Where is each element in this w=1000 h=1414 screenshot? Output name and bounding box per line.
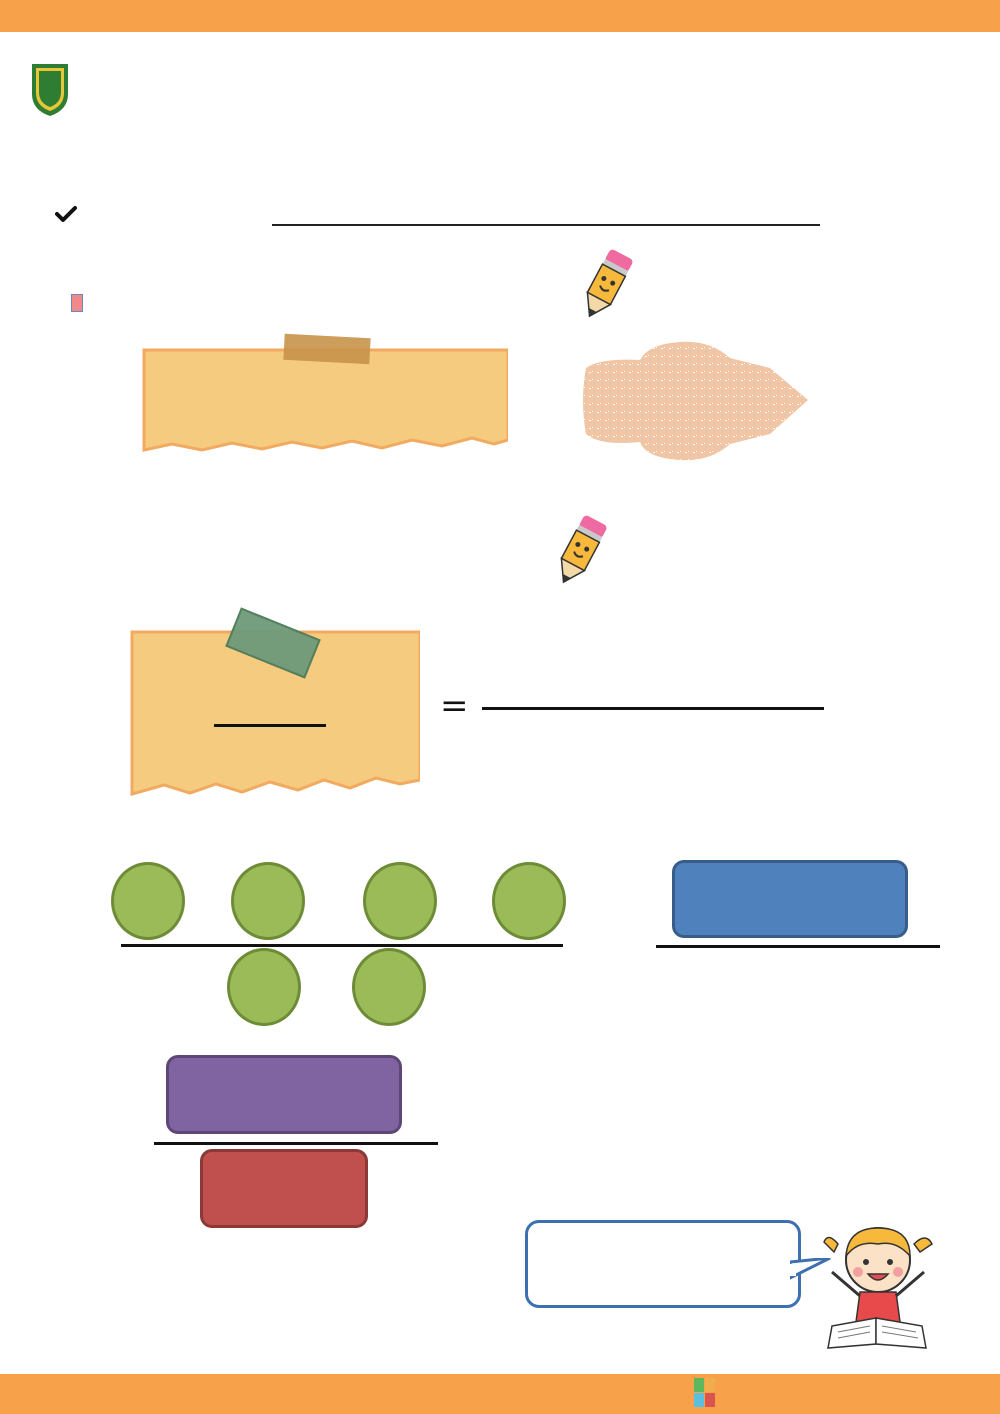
answer-box-purple[interactable] bbox=[166, 1055, 402, 1134]
pencil-icon bbox=[572, 244, 640, 322]
name-input[interactable] bbox=[272, 202, 820, 226]
speech-bubble bbox=[525, 1220, 801, 1308]
answer-circle-6[interactable] bbox=[352, 948, 426, 1026]
answer-drop-zone[interactable] bbox=[580, 338, 812, 466]
shield-icon bbox=[28, 58, 72, 118]
school-logo bbox=[28, 58, 158, 120]
fraction-bar bbox=[214, 724, 326, 727]
exercise-2-note bbox=[130, 630, 420, 796]
answer-circle-5[interactable] bbox=[227, 948, 301, 1026]
bottom-scalloped-border bbox=[0, 1352, 1000, 1414]
answer-circle-2[interactable] bbox=[231, 862, 305, 940]
girl-reading-icon bbox=[818, 1222, 938, 1350]
exercise-1-number-icon bbox=[62, 260, 90, 316]
step4-fraction-bar bbox=[154, 1142, 438, 1145]
step2-fraction-bar bbox=[121, 944, 563, 947]
answer-box-red[interactable] bbox=[200, 1149, 368, 1228]
pencil-icon bbox=[546, 510, 614, 588]
top-scalloped-border bbox=[0, 0, 1000, 60]
rhs-fraction-bar bbox=[482, 707, 824, 710]
answer-box-blue[interactable] bbox=[672, 860, 908, 938]
blank-multiplier-numerator[interactable] bbox=[672, 664, 820, 704]
brand-badge bbox=[694, 1378, 716, 1408]
checkmark-icon bbox=[55, 205, 77, 223]
blank-multiplier-denominator[interactable] bbox=[672, 716, 820, 756]
answer-circle-1[interactable] bbox=[111, 862, 185, 940]
exercise-1-note bbox=[142, 348, 508, 460]
tape bbox=[283, 334, 370, 364]
step3-fraction-bar bbox=[656, 945, 940, 948]
exercise-2-number-icon bbox=[76, 506, 126, 572]
equals-sign: = bbox=[440, 686, 469, 726]
answer-circle-4[interactable] bbox=[492, 862, 566, 940]
liveworksheets-logo bbox=[694, 1377, 718, 1411]
answer-circle-3[interactable] bbox=[363, 862, 437, 940]
